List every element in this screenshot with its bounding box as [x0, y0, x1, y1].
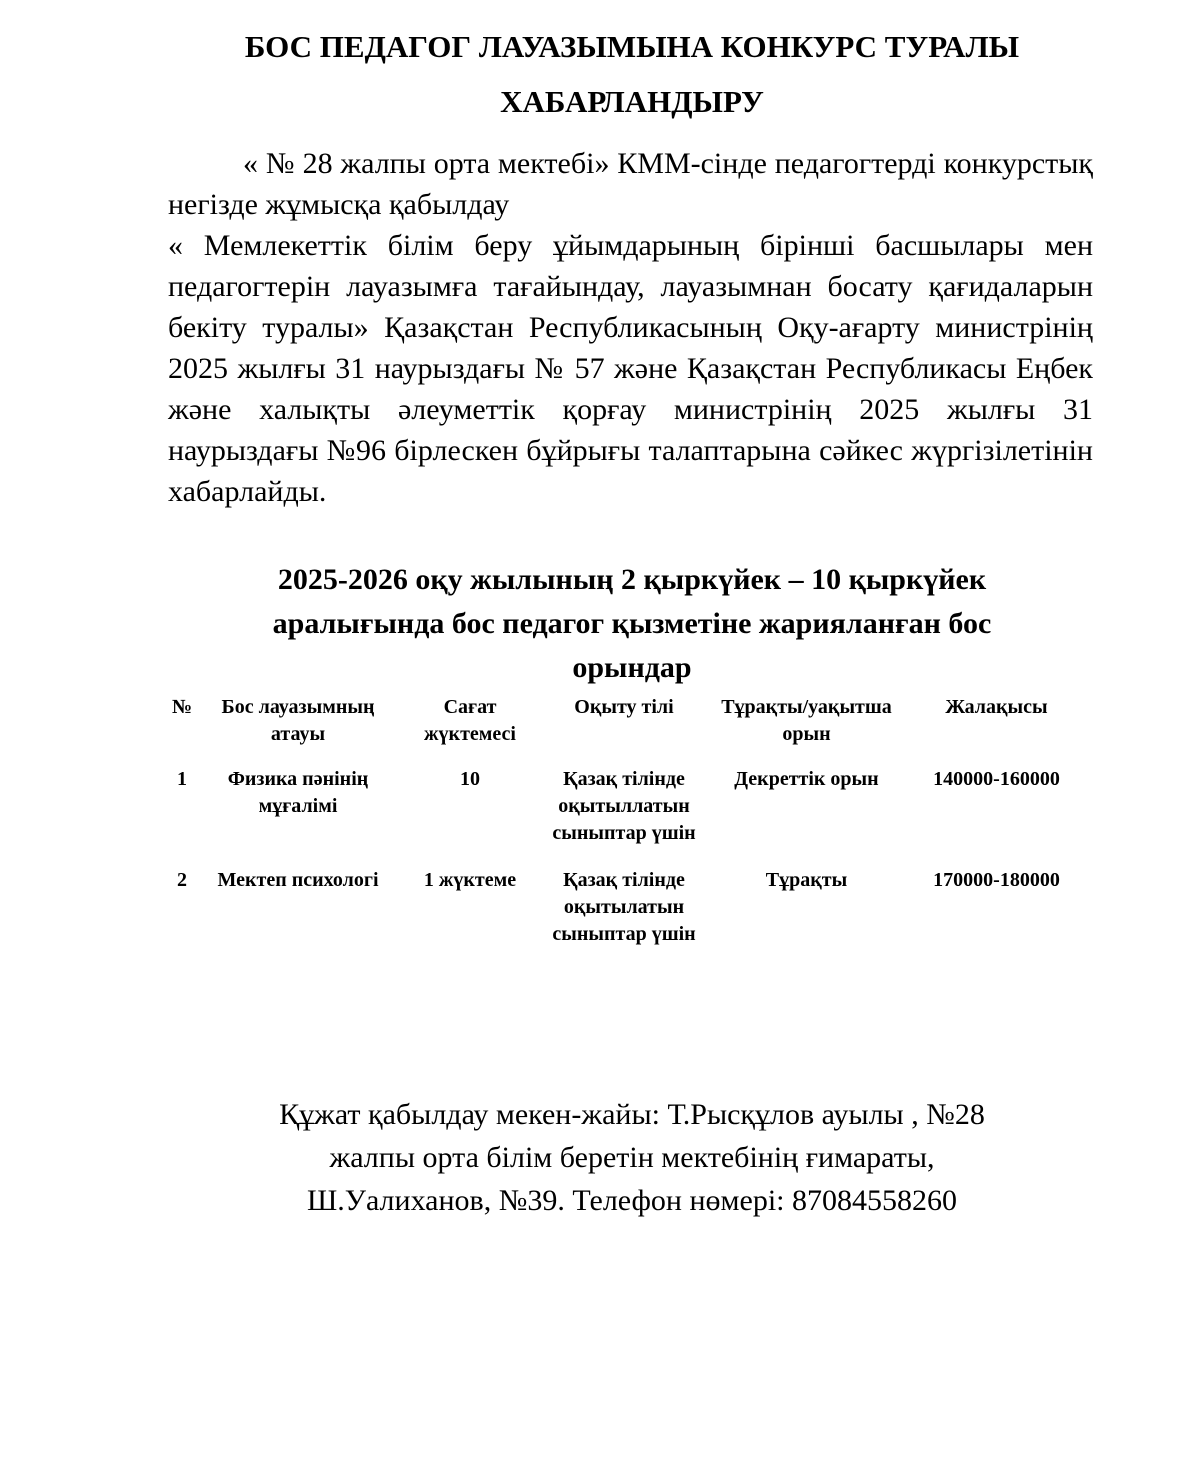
contact-line-2: жалпы орта білім беретін мектебінің ғимараты,: [329, 1141, 935, 1174]
table-header-row: [164, 694, 1084, 766]
row-hours: 1 жүктеме: [423, 869, 517, 891]
row-type: Тұрақты: [765, 869, 848, 891]
header-hours: Сағат жүктемесі: [424, 696, 516, 745]
vacancies-heading: [150, 558, 1114, 690]
header-number: №: [171, 696, 193, 718]
table-row: [164, 867, 1084, 968]
contact-info: [160, 1093, 1104, 1222]
row-salary: 170000-180000: [933, 869, 1060, 891]
row-salary: 140000-160000: [933, 768, 1060, 790]
vacancies-heading-line-3: орындар: [572, 651, 692, 684]
header-salary: Жалақысы: [945, 696, 1048, 718]
table-row: [164, 766, 1084, 867]
row-position: Мектеп психологі: [217, 869, 379, 891]
row-type: Декреттік орын: [734, 768, 879, 790]
intro-text: [168, 143, 1093, 512]
header-type: Тұрақты/уақытша орын: [721, 696, 892, 745]
row-hours: 10: [460, 768, 480, 790]
row-position: Физика пәнінің мұғалімі: [227, 768, 369, 817]
header-position: Бос лауазымның атауы: [221, 696, 375, 745]
vacancies-heading-line-2: аралығында бос педагог қызметіне жарияланған бос: [272, 607, 992, 640]
row-number: 2: [177, 869, 187, 891]
vacancies-heading-line-1: 2025-2026 оқу жылының 2 қыркүйек – 10 қыркүйек: [277, 563, 987, 596]
row-number: 1: [177, 768, 187, 790]
vacancies-table: [164, 694, 1084, 968]
document-title-line-1: БОС ПЕДАГОГ ЛАУАЗЫМЫНА КОНКУРС ТУРАЛЫ: [244, 29, 1020, 64]
header-language: Оқыту тілі: [574, 696, 674, 718]
row-language: Қазақ тілінде оқытылатын сыныптар үшін: [552, 869, 696, 945]
intro-paragraph-2: « Мемлекеттік білім беру ұйымдарының бірінші басшылары мен педагогтерін лауазымға тағайындау, лауазымнан босату қағидаларын бекіту туралы» Қазақстан Республикасының Оқу-ағарту министрінің 2025 жылғы 31 наурыздағы № 57 және Қазақстан Республикасы Еңбек және халықты әлеуметтік қорғау министрінің 2025 жылғы 31 наурыздағы №96 бірлескен бұйрығы талаптарына сәйкес жүргізілетінін хабарлайды.: [168, 229, 1093, 508]
document-title-line-2: ХАБАРЛАНДЫРУ: [500, 84, 764, 119]
row-language: Қазақ тілінде оқытыллатын сыныптар үшін: [552, 768, 696, 844]
contact-line-1: Құжат қабылдау мекен-жайы: Т.Рысқұлов ауылы , №28: [279, 1098, 985, 1131]
intro-paragraph-1: « № 28 жалпы орта мектебі» КММ-сінде педагогтерді конкурстық негізде жұмысқа қабылдау: [168, 147, 1093, 221]
contact-line-3: Ш.Уалиханов, №39. Телефон нөмері: 87084558260: [306, 1184, 958, 1217]
